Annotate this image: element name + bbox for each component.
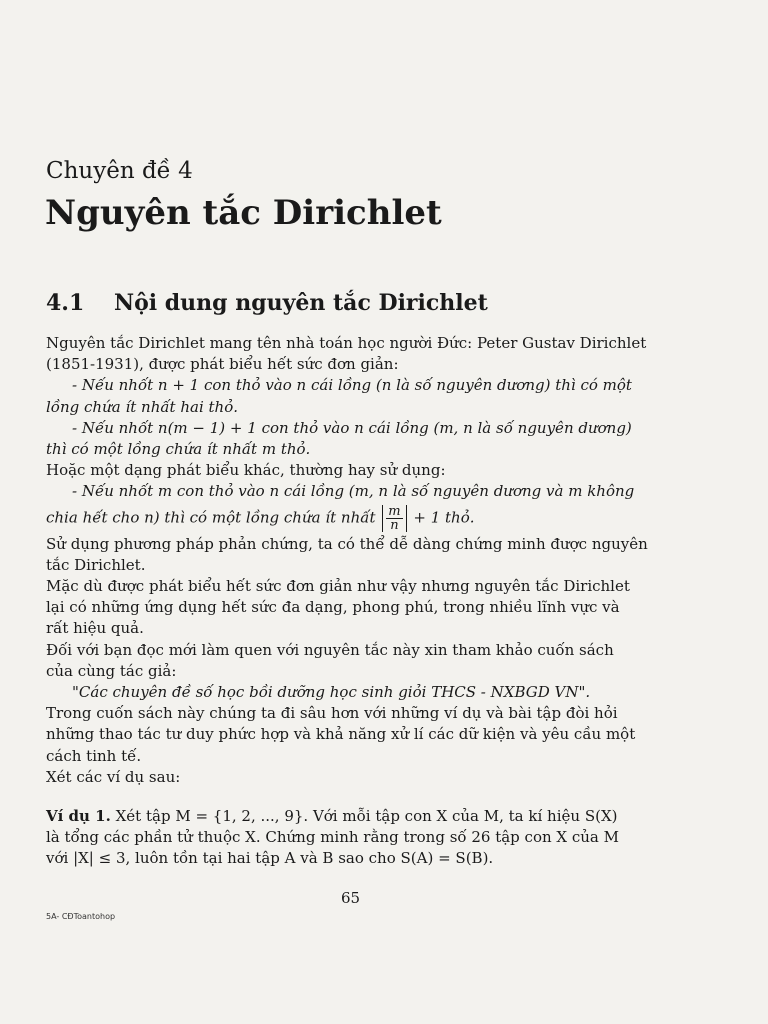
example1-line-2: là tổng các phần tử thuộc X. Chứng minh rằng trong số 26 tập con X của M <box>46 828 619 847</box>
proof-line-2: tắc Dirichlet. <box>46 555 146 574</box>
section-number: 4.1 <box>46 290 85 316</box>
apps-line-1: Mặc dù được phát biểu hết sức đơn giản như vậy nhưng nguyên tắc Dirichlet <box>46 577 630 596</box>
ceiling-fraction <box>382 505 406 532</box>
book-para-line-1: Trong cuốn sách này chúng ta đi sâu hơn với những ví dụ và bài tập đòi hỏi <box>46 704 618 723</box>
rule1-line-2: lồng chứa ít nhất hai thỏ. <box>46 397 238 416</box>
example1-line-3: với |X| ≤ 3, luôn tồn tại hai tập A và B sao cho S(A) = S(B). <box>46 849 494 868</box>
section-heading <box>46 288 488 318</box>
alt-intro: Hoặc một dạng phát biểu khác, thường hay sử dụng: <box>46 461 446 480</box>
intro-line-2: (1851-1931), được phát biểu hết sức đơn giản: <box>46 355 399 374</box>
chapter-label: Chuyên đề 4 <box>46 158 193 184</box>
book-para-line-2: những thao tác tư duy phức hợp và khả năng xử lí các dữ kiện và yêu cầu một <box>46 725 636 744</box>
rule2-line-1: - Nếu nhốt n(m − 1) + 1 con thỏ vào n cái lồng (m, n là số nguyên dương) <box>72 418 632 437</box>
rule3-line-2 <box>46 505 658 532</box>
rule2-line-2: thì có một lồng chứa ít nhất m thỏ. <box>46 440 311 459</box>
intro-line-1: Nguyên tắc Dirichlet mang tên nhà toán học người Đức: Peter Gustav Dirichlet <box>46 334 647 352</box>
example1-line-1-text: Xét tập M = {1, 2, ..., 9}. Với mỗi tập con X của M, ta kí hiệu S(X) <box>115 807 618 826</box>
example1-line-1 <box>46 806 658 827</box>
book-reference: "Các chuyên đề số học bồi dưỡng học sinh giỏi THCS - NXBGD VN". <box>72 683 591 702</box>
fraction-denominator: n <box>390 517 399 533</box>
proof-line-1: Sử dụng phương pháp phản chứng, ta có thể dễ dàng chứng minh được nguyên <box>46 534 648 553</box>
readers-line-2: của cùng tác giả: <box>46 661 177 680</box>
example1-label: Ví dụ 1. <box>46 807 111 826</box>
section-title: Nội dung nguyên tắc Dirichlet <box>114 290 488 316</box>
rule3-line-1: - Nếu nhốt m con thỏ vào n cái lồng (m, n là số nguyên dương và m không <box>72 482 635 501</box>
book-para-line-3: cách tinh tế. <box>46 746 142 765</box>
rule1-line-1: - Nếu nhốt n + 1 con thỏ vào n cái lồng (n là số nguyên dương) thì có một <box>72 376 632 395</box>
fraction-numerator: m <box>388 503 401 519</box>
apps-line-3: rất hiệu quả. <box>46 619 144 638</box>
examples-intro: Xét các ví dụ sau: <box>46 767 181 786</box>
rule3-line-2-text: chia hết cho n) thì có một lồng chứa ít nhất <box>46 508 376 527</box>
apps-line-2: lại có những ứng dụng hết sức đa dạng, phong phú, trong nhiều lĩnh vực và <box>46 598 620 617</box>
rule3-line-2-end: + 1 thỏ. <box>413 508 475 527</box>
readers-line-1: Đối với bạn đọc mới làm quen với nguyên tắc này xin tham khảo cuốn sách <box>46 640 614 659</box>
body-text <box>46 333 658 870</box>
chapter-title: Nguyên tắc Dirichlet <box>45 193 442 233</box>
footer-code: 5A- CĐToantohop <box>46 912 116 921</box>
page-number: 65 <box>341 889 361 907</box>
